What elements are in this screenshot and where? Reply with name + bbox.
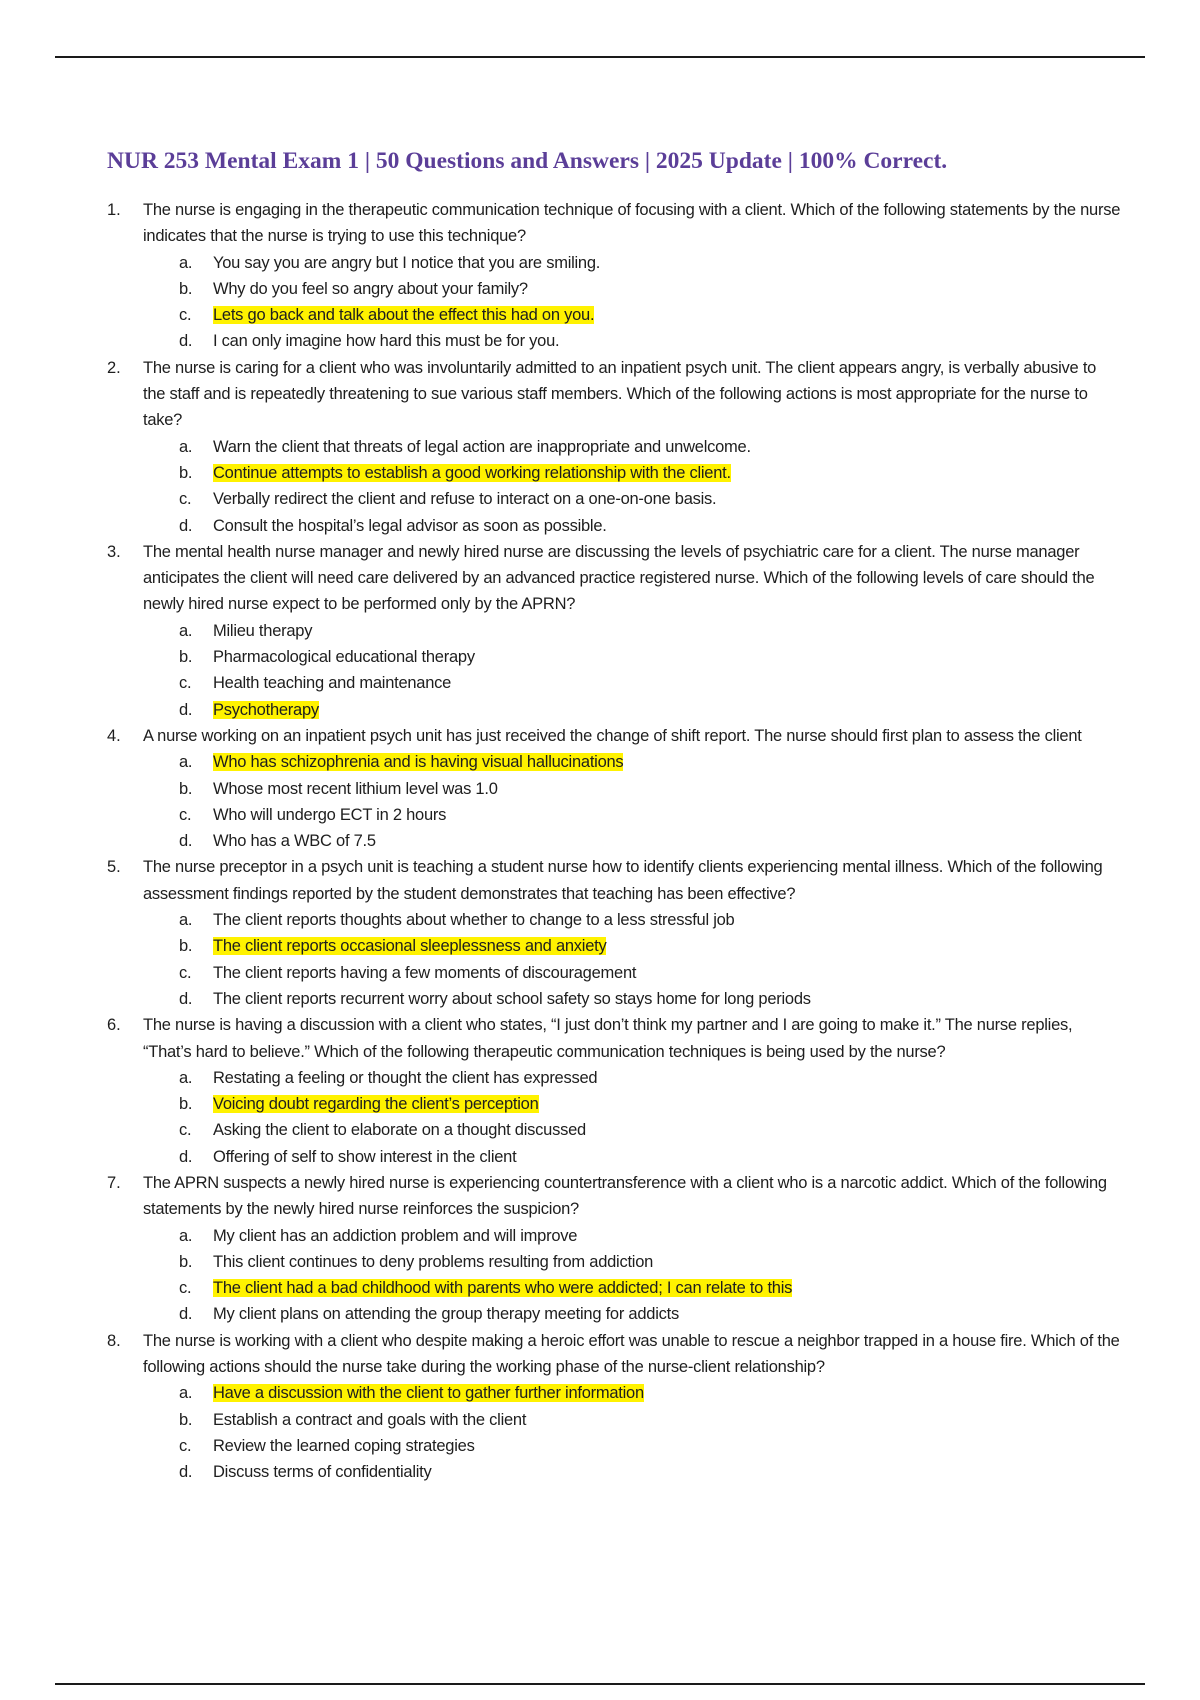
answer-option bbox=[143, 1275, 1122, 1301]
option-letter: b. bbox=[179, 279, 193, 298]
question-number: 5. bbox=[107, 858, 121, 877]
option-text: Establish a contract and goals with the client bbox=[213, 1410, 527, 1429]
option-letter: a. bbox=[179, 1068, 193, 1087]
answer-options bbox=[143, 1380, 1122, 1485]
answer-option bbox=[143, 276, 1122, 302]
option-letter: c. bbox=[179, 805, 192, 824]
option-letter: b. bbox=[179, 463, 193, 482]
option-letter: d. bbox=[179, 516, 193, 535]
answer-option bbox=[143, 513, 1122, 539]
option-text: My client plans on attending the group therapy meeting for addicts bbox=[213, 1305, 679, 1324]
option-letter: d. bbox=[179, 1305, 193, 1324]
answer-options bbox=[143, 250, 1122, 355]
correct-answer-highlight: Voicing doubt regarding the client’s perception bbox=[213, 1095, 539, 1114]
option-letter: d. bbox=[179, 989, 193, 1008]
option-letter: c. bbox=[179, 306, 192, 325]
option-letter: b. bbox=[179, 937, 193, 956]
option-letter: c. bbox=[179, 490, 192, 509]
question-item bbox=[107, 197, 1122, 355]
question-item bbox=[107, 355, 1122, 539]
option-letter: a. bbox=[179, 1226, 193, 1245]
answer-option bbox=[143, 1091, 1122, 1117]
answer-option bbox=[143, 1459, 1122, 1485]
option-letter: b. bbox=[179, 1252, 193, 1271]
answer-option bbox=[143, 1223, 1122, 1249]
answer-option bbox=[143, 749, 1122, 775]
answer-option bbox=[143, 302, 1122, 328]
answer-options bbox=[143, 749, 1122, 854]
option-text: Offering of self to show interest in the client bbox=[213, 1147, 517, 1166]
correct-answer-highlight: The client reports occasional sleeplessness and anxiety bbox=[213, 937, 607, 956]
answer-option bbox=[143, 670, 1122, 696]
question-text: A nurse working on an inpatient psych unit has just received the change of shift report. The nurse should first plan to assess the client bbox=[143, 726, 1082, 745]
option-letter: c. bbox=[179, 1121, 192, 1140]
option-letter: a. bbox=[179, 253, 193, 272]
correct-answer-highlight: Have a discussion with the client to gather further information bbox=[213, 1384, 644, 1403]
option-text: Why do you feel so angry about your family? bbox=[213, 279, 528, 298]
option-letter: a. bbox=[179, 911, 193, 930]
option-letter: a. bbox=[179, 753, 193, 772]
option-text: The client reports having a few moments of discouragement bbox=[213, 963, 637, 982]
option-text: Review the learned coping strategies bbox=[213, 1436, 475, 1455]
answer-option bbox=[143, 618, 1122, 644]
answer-option bbox=[143, 1407, 1122, 1433]
option-text: Health teaching and maintenance bbox=[213, 674, 452, 693]
option-letter: d. bbox=[179, 332, 193, 351]
question-number: 8. bbox=[107, 1331, 121, 1350]
question-item bbox=[107, 1328, 1122, 1486]
answer-option bbox=[143, 776, 1122, 802]
option-letter: c. bbox=[179, 963, 192, 982]
correct-answer-highlight: Who has schizophrenia and is having visual hallucinations bbox=[213, 753, 624, 772]
answer-options bbox=[143, 907, 1122, 1012]
answer-option bbox=[143, 486, 1122, 512]
option-text: Warn the client that threats of legal action are inappropriate and unwelcome. bbox=[213, 437, 751, 456]
answer-options bbox=[143, 1223, 1122, 1328]
answer-option bbox=[143, 828, 1122, 854]
answer-option bbox=[143, 960, 1122, 986]
option-letter: d. bbox=[179, 1147, 193, 1166]
question-item bbox=[107, 539, 1122, 723]
option-letter: b. bbox=[179, 1410, 193, 1429]
answer-option bbox=[143, 460, 1122, 486]
option-letter: d. bbox=[179, 832, 193, 851]
option-text: This client continues to deny problems resulting from addiction bbox=[213, 1252, 654, 1271]
answer-option bbox=[143, 250, 1122, 276]
option-text: Milieu therapy bbox=[213, 621, 313, 640]
question-text: The APRN suspects a newly hired nurse is experiencing countertransference with a client who is a narcotic addict. Which of the following statements by the newly hired nurse reinforces the suspicion? bbox=[143, 1173, 1107, 1219]
bottom-rule bbox=[55, 1683, 1145, 1685]
option-text: Verbally redirect the client and refuse to interact on a one-on-one basis. bbox=[213, 490, 717, 509]
option-text: I can only imagine how hard this must be for you. bbox=[213, 332, 560, 351]
answer-option bbox=[143, 986, 1122, 1012]
question-number: 4. bbox=[107, 726, 121, 745]
option-letter: c. bbox=[179, 674, 192, 693]
option-text: Consult the hospital’s legal advisor as soon as possible. bbox=[213, 516, 607, 535]
question-item bbox=[107, 723, 1122, 854]
option-text: The client reports recurrent worry about school safety so stays home for long periods bbox=[213, 989, 811, 1008]
option-letter: b. bbox=[179, 779, 193, 798]
option-text: You say you are angry but I notice that you are smiling. bbox=[213, 253, 601, 272]
answer-option bbox=[143, 1301, 1122, 1327]
question-item bbox=[107, 854, 1122, 1012]
answer-option bbox=[143, 1249, 1122, 1275]
answer-option bbox=[143, 933, 1122, 959]
answer-options bbox=[143, 434, 1122, 539]
answer-option bbox=[143, 802, 1122, 828]
option-text: Restating a feeling or thought the client has expressed bbox=[213, 1068, 598, 1087]
top-rule bbox=[55, 56, 1145, 58]
answer-option bbox=[143, 1065, 1122, 1091]
option-letter: a. bbox=[179, 621, 193, 640]
answer-option bbox=[143, 1117, 1122, 1143]
option-letter: d. bbox=[179, 700, 193, 719]
answer-option bbox=[143, 644, 1122, 670]
question-text: The nurse preceptor in a psych unit is teaching a student nurse how to identify clients experiencing mental illness. Which of the following assessment findings reported by the student demonstrates that teaching has been effective? bbox=[143, 858, 1103, 903]
question-text: The nurse is having a discussion with a client who states, “I just don’t think my partner and I are going to make it.” The nurse replies, “That’s hard to believe.” Which of the following therapeutic communication techniques is being used by the nurse? bbox=[143, 1016, 1073, 1061]
answer-option bbox=[143, 697, 1122, 723]
option-text: My client has an addiction problem and will improve bbox=[213, 1226, 578, 1245]
answer-option bbox=[143, 1144, 1122, 1170]
option-text: Pharmacological educational therapy bbox=[213, 648, 475, 667]
question-number: 2. bbox=[107, 358, 121, 377]
correct-answer-highlight: Psychotherapy bbox=[213, 700, 319, 719]
option-letter: c. bbox=[179, 1279, 192, 1298]
answer-option bbox=[143, 328, 1122, 354]
question-text: The nurse is working with a client who despite making a heroic effort was unable to rescue a neighbor trapped in a house fire. Which of the following actions should the nurse take during the working phase of the nurse-client relationship? bbox=[143, 1331, 1120, 1377]
option-letter: a. bbox=[179, 437, 193, 456]
correct-answer-highlight: Lets go back and talk about the effect this had on you. bbox=[213, 306, 595, 325]
option-letter: a. bbox=[179, 1384, 193, 1403]
answer-option bbox=[143, 1380, 1122, 1406]
question-list bbox=[107, 197, 1122, 1486]
option-text: Discuss terms of confidentiality bbox=[213, 1463, 432, 1482]
question-text: The nurse is caring for a client who was involuntarily admitted to an inpatient psych unit. The client appears angry, is verbally abusive to the staff and is repeatedly threatening to sue various staff members. Which of the following actions is most appropriate for the nurse to take? bbox=[143, 358, 1097, 430]
question-number: 1. bbox=[107, 201, 121, 219]
answer-option bbox=[143, 1433, 1122, 1459]
question-number: 3. bbox=[107, 542, 121, 561]
correct-answer-highlight: The client had a bad childhood with parents who were addicted; I can relate to this bbox=[213, 1279, 793, 1298]
question-number: 7. bbox=[107, 1173, 121, 1192]
option-letter: b. bbox=[179, 1095, 193, 1114]
question-item bbox=[107, 1012, 1122, 1170]
question-text: The mental health nurse manager and newly hired nurse are discussing the levels of psychiatric care for a client. The nurse manager anticipates the client will need care delivered by an advanced practice registered nurse. Which of the following levels of care should the newly hired nurse expect to be performed only by the APRN? bbox=[143, 542, 1095, 614]
answer-options bbox=[143, 618, 1122, 723]
correct-answer-highlight: Continue attempts to establish a good working relationship with the client. bbox=[213, 463, 731, 482]
question-text: The nurse is engaging in the therapeutic communication technique of focusing with a client. Which of the following statements by the nurse indicates that the nurse is trying to use this technique? bbox=[143, 201, 1121, 246]
option-letter: b. bbox=[179, 648, 193, 667]
question-number: 6. bbox=[107, 1016, 121, 1035]
document-title: NUR 253 Mental Exam 1 | 50 Questions and Answers | 2025 Update | 100% Correct. bbox=[107, 148, 948, 174]
option-letter: c. bbox=[179, 1436, 192, 1455]
option-text: Who has a WBC of 7.5 bbox=[213, 832, 376, 851]
option-text: Who will undergo ECT in 2 hours bbox=[213, 805, 447, 824]
answer-option bbox=[143, 434, 1122, 460]
option-text: Asking the client to elaborate on a thought discussed bbox=[213, 1121, 586, 1140]
option-text: The client reports thoughts about whether to change to a less stressful job bbox=[213, 911, 735, 930]
option-letter: d. bbox=[179, 1463, 193, 1482]
question-item bbox=[107, 1170, 1122, 1328]
answer-options bbox=[143, 1065, 1122, 1170]
option-text: Whose most recent lithium level was 1.0 bbox=[213, 779, 498, 798]
answer-option bbox=[143, 907, 1122, 933]
